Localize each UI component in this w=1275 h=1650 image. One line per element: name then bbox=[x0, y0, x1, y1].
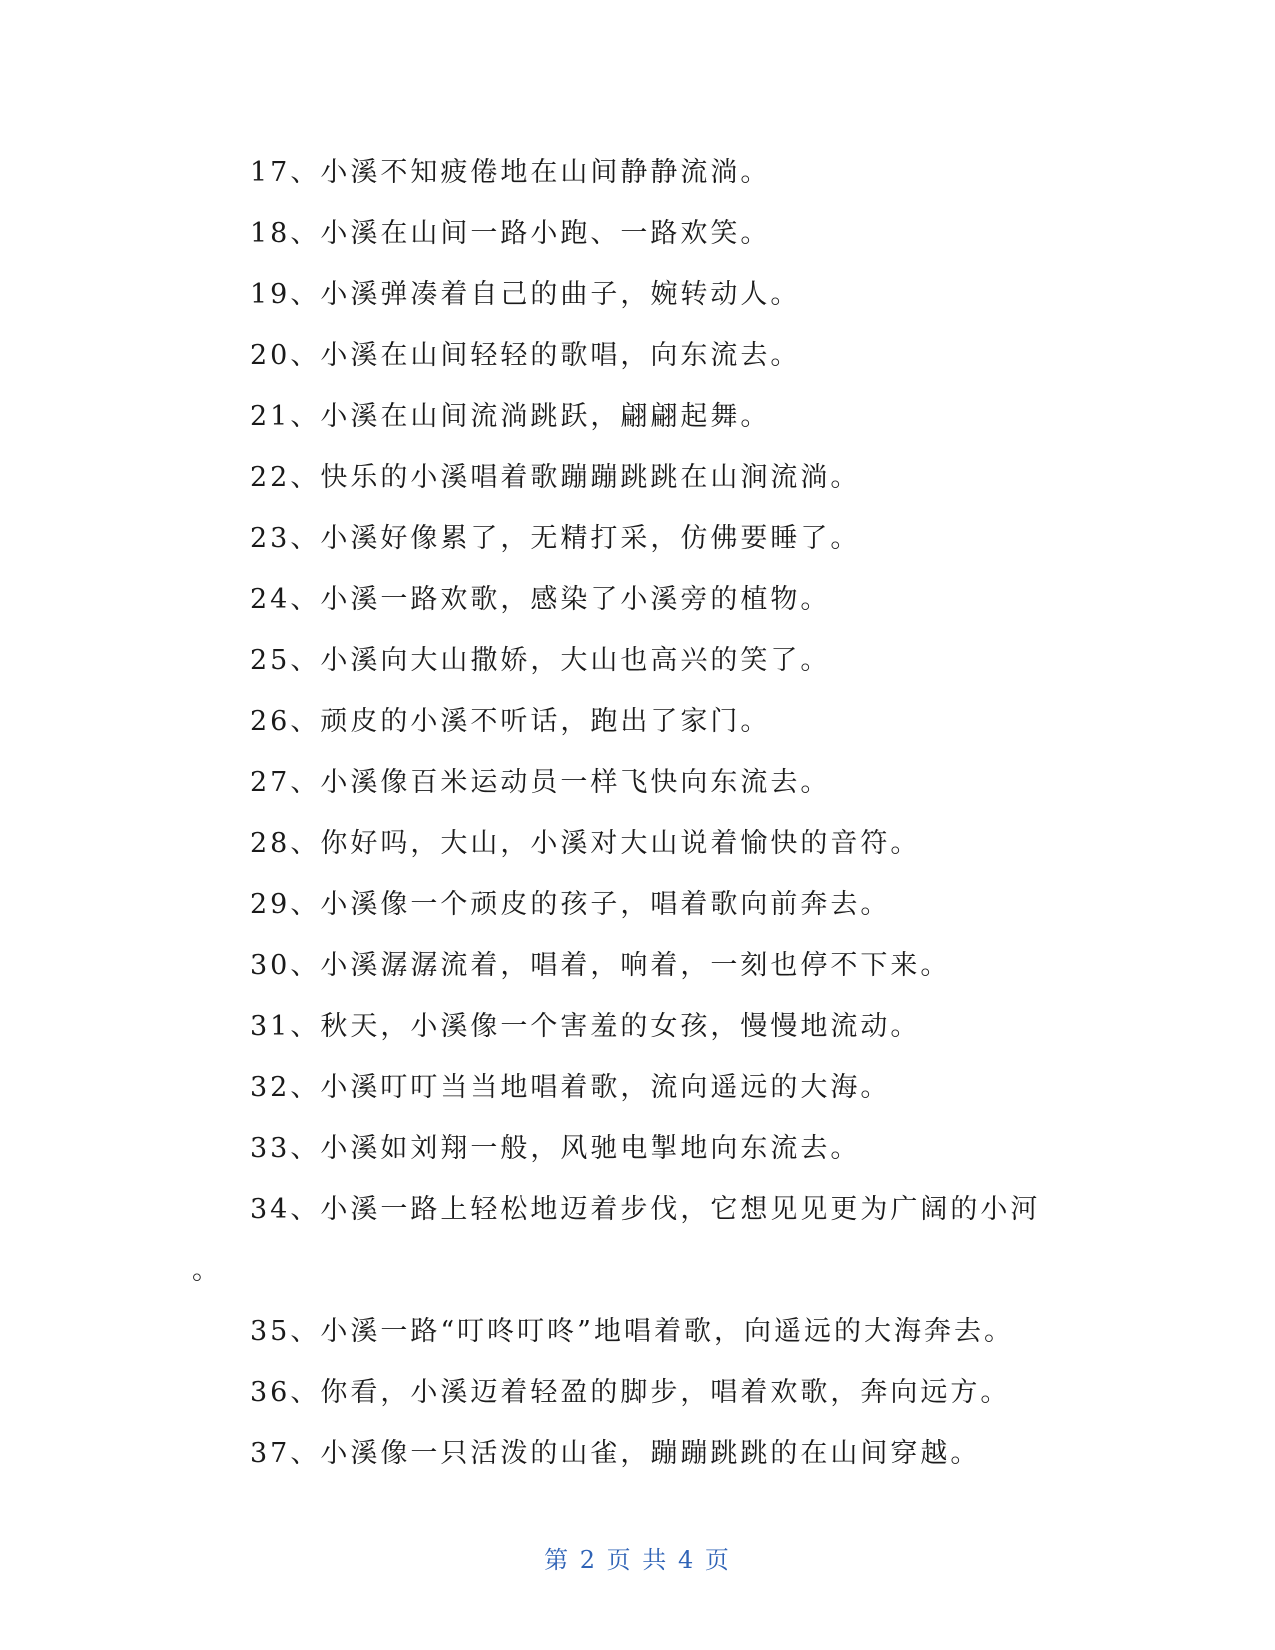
text-line: 31、秋天，小溪像一个害羞的女孩，慢慢地流动。 bbox=[250, 1011, 921, 1042]
text-line: 17、小溪不知疲倦地在山间静静流淌。 bbox=[250, 157, 771, 188]
text-line-wrap: 。 bbox=[192, 1255, 222, 1286]
text-line: 32、小溪叮叮当当地唱着歌，流向遥远的大海。 bbox=[250, 1072, 891, 1103]
text-line: 37、小溪像一只活泼的山雀，蹦蹦跳跳的在山间穿越。 bbox=[250, 1438, 981, 1469]
text-line: 24、小溪一路欢歌，感染了小溪旁的植物。 bbox=[250, 584, 831, 615]
text-line: 27、小溪像百米运动员一样飞快向东流去。 bbox=[250, 767, 831, 798]
text-line: 22、快乐的小溪唱着歌蹦蹦跳跳在山涧流淌。 bbox=[250, 462, 861, 493]
text-body bbox=[0, 142, 1275, 1484]
text-line: 33、小溪如刘翔一般，风驰电掣地向东流去。 bbox=[250, 1133, 861, 1164]
text-line: 28、你好吗，大山，小溪对大山说着愉快的音符。 bbox=[250, 828, 921, 859]
text-line: 21、小溪在山间流淌跳跃，翩翩起舞。 bbox=[250, 401, 771, 432]
text-line: 34、小溪一路上轻松地迈着步伐，它想见见更为广阔的小河 bbox=[250, 1194, 1041, 1225]
text-line: 26、顽皮的小溪不听话，跑出了家门。 bbox=[250, 706, 771, 737]
text-line: 25、小溪向大山撒娇，大山也高兴的笑了。 bbox=[250, 645, 831, 676]
text-line: 19、小溪弹凑着自己的曲子，婉转动人。 bbox=[250, 279, 801, 310]
text-line: 35、小溪一路“叮咚叮咚”地唱着歌，向遥远的大海奔去。 bbox=[250, 1316, 1014, 1347]
text-line: 20、小溪在山间轻轻的歌唱，向东流去。 bbox=[250, 340, 801, 371]
page-number-footer: 第 2 页 共 4 页 bbox=[544, 1546, 731, 1574]
text-line: 18、小溪在山间一路小跑、一路欢笑。 bbox=[250, 218, 771, 249]
text-line: 23、小溪好像累了，无精打采，仿佛要睡了。 bbox=[250, 523, 861, 554]
text-line: 29、小溪像一个顽皮的孩子，唱着歌向前奔去。 bbox=[250, 889, 891, 920]
text-line: 30、小溪潺潺流着，唱着，响着，一刻也停不下来。 bbox=[250, 950, 951, 981]
text-line: 36、你看，小溪迈着轻盈的脚步，唱着欢歌，奔向远方。 bbox=[250, 1377, 1011, 1408]
